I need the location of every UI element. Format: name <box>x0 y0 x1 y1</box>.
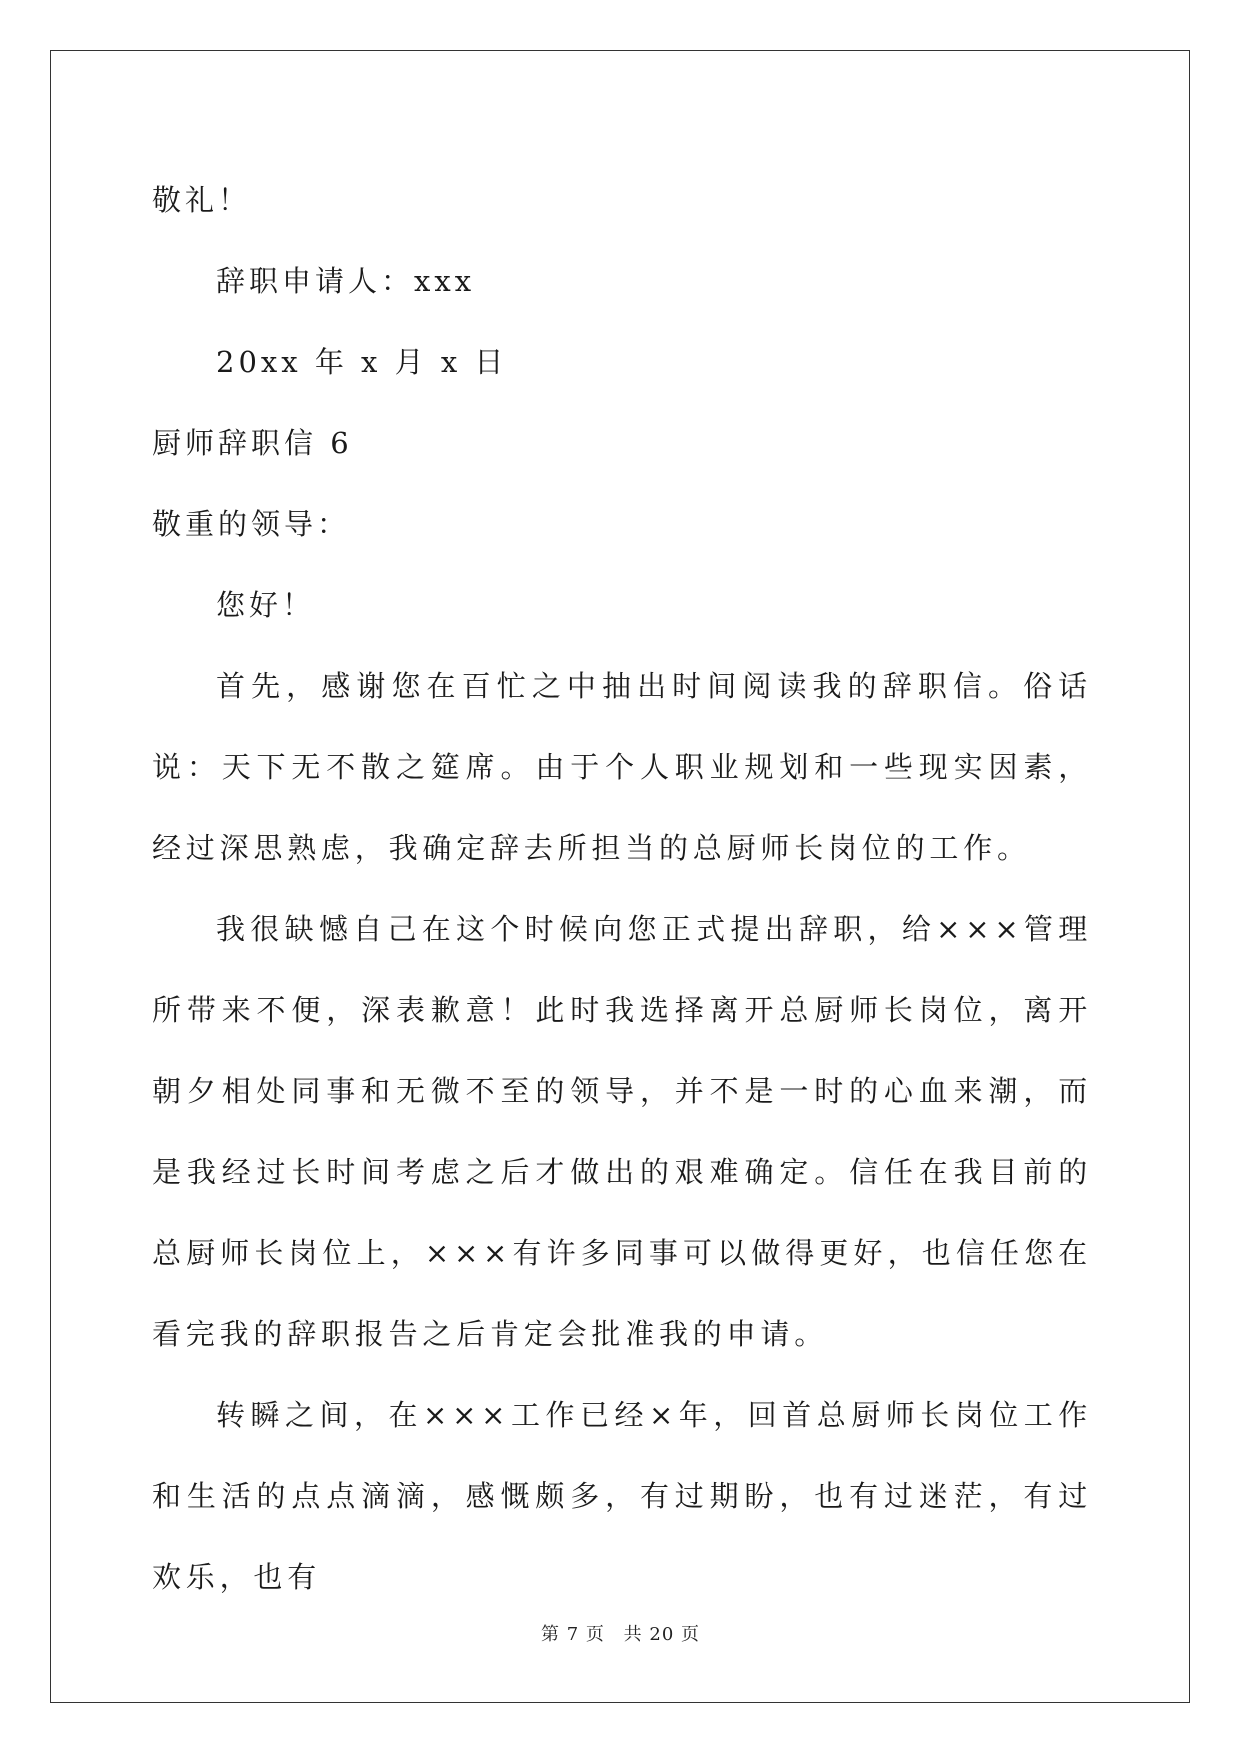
page-number-total: 共 20 页 <box>623 1624 700 1645</box>
greeting: 您好！ <box>216 588 316 622</box>
paragraph-3: 转瞬之间，在×××工作已经×年，回首总厨师长岗位工作和生活的点点滴滴，感慨颇多，有过期盼，也有过迷茫，有过欢乐，也有 <box>152 1398 1092 1594</box>
document-body <box>152 160 1092 1618</box>
addressee: 敬重的领导： <box>152 507 351 541</box>
date-line: 20xx 年 x 月 x 日 <box>216 345 508 379</box>
page-number-current: 第 7 页 <box>541 1624 605 1645</box>
paragraph-2: 我很缺憾自己在这个时候向您正式提出辞职，给×××管理所带来不便，深表歉意！此时我选择离开总厨师长岗位，离开朝夕相处同事和无微不至的领导，并不是一时的心血来潮，而是我经过长时间考虑之后才做出的艰难确定。信任在我目前的总厨师长岗位上，×××有许多同事可以做得更好，也信任您在看完我的辞职报告之后肯定会批准我的申请。 <box>152 912 1092 1351</box>
page-footer <box>0 1620 1241 1646</box>
section-title: 厨师辞职信 6 <box>152 426 353 460</box>
closing-salute: 敬礼！ <box>152 183 252 217</box>
signature-line: 辞职申请人：xxx <box>216 264 476 298</box>
paragraph-1: 首先，感谢您在百忙之中抽出时间阅读我的辞职信。俗话说：天下无不散之筵席。由于个人职业规划和一些现实因素，经过深思熟虑，我确定辞去所担当的总厨师长岗位的工作。 <box>152 669 1092 865</box>
